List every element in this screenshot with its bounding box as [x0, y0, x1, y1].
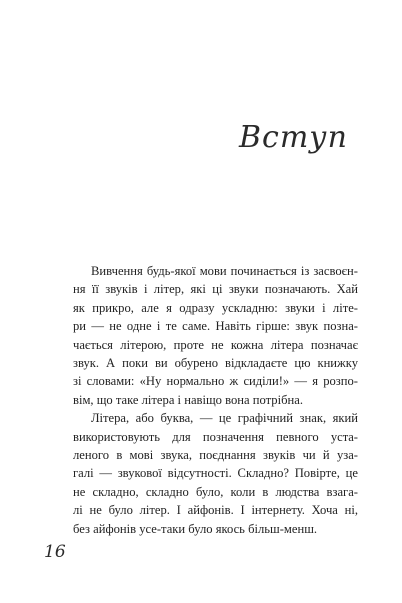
- text-line: звук. А поки ви обурено відкладаєте цю книжку: [73, 356, 358, 371]
- text-line: галі — звукової відсутності. Складно? Повірте, це: [73, 466, 358, 481]
- paragraph-1: [73, 262, 358, 409]
- text-line: як прикро, але я одразу ускладню: звуки і літе-: [73, 300, 358, 315]
- text-line: Вивчення будь-якої мови починається із засвоєн-: [91, 264, 358, 278]
- text-line: вім, що таке літера і навіщо вона потрібна.: [73, 392, 303, 407]
- text-line: не складно, складно було, коли в людства взагa-: [73, 484, 358, 499]
- paragraph-2: [73, 409, 358, 538]
- page-number: 16: [44, 542, 66, 562]
- body-text: [73, 262, 358, 538]
- text-line: лі не було літер. І айфонів. І інтернету. Хоча ні,: [73, 503, 358, 518]
- text-line: Літера, або буква, — це графічний знак, який: [91, 411, 358, 426]
- text-line: ня її звуків і літер, які ці звуки позначають. Хай: [73, 282, 358, 297]
- text-line: ри — не одне і те саме. Навіть гірше: звук позна-: [73, 319, 358, 334]
- text-line: леного в мові звука, поєднання звуків чи й узa-: [73, 448, 358, 463]
- chapter-title: Вступ: [238, 120, 348, 155]
- text-line: використовують для позначення певного устa-: [73, 429, 358, 444]
- text-line: чається літерою, проте не кожна літера позначає: [73, 337, 358, 352]
- text-line: зі словами: «Ну нормально ж сиділи!» — я розпо-: [73, 374, 358, 389]
- text-line: без айфонів усе-таки було якось більш-менш.: [73, 521, 318, 536]
